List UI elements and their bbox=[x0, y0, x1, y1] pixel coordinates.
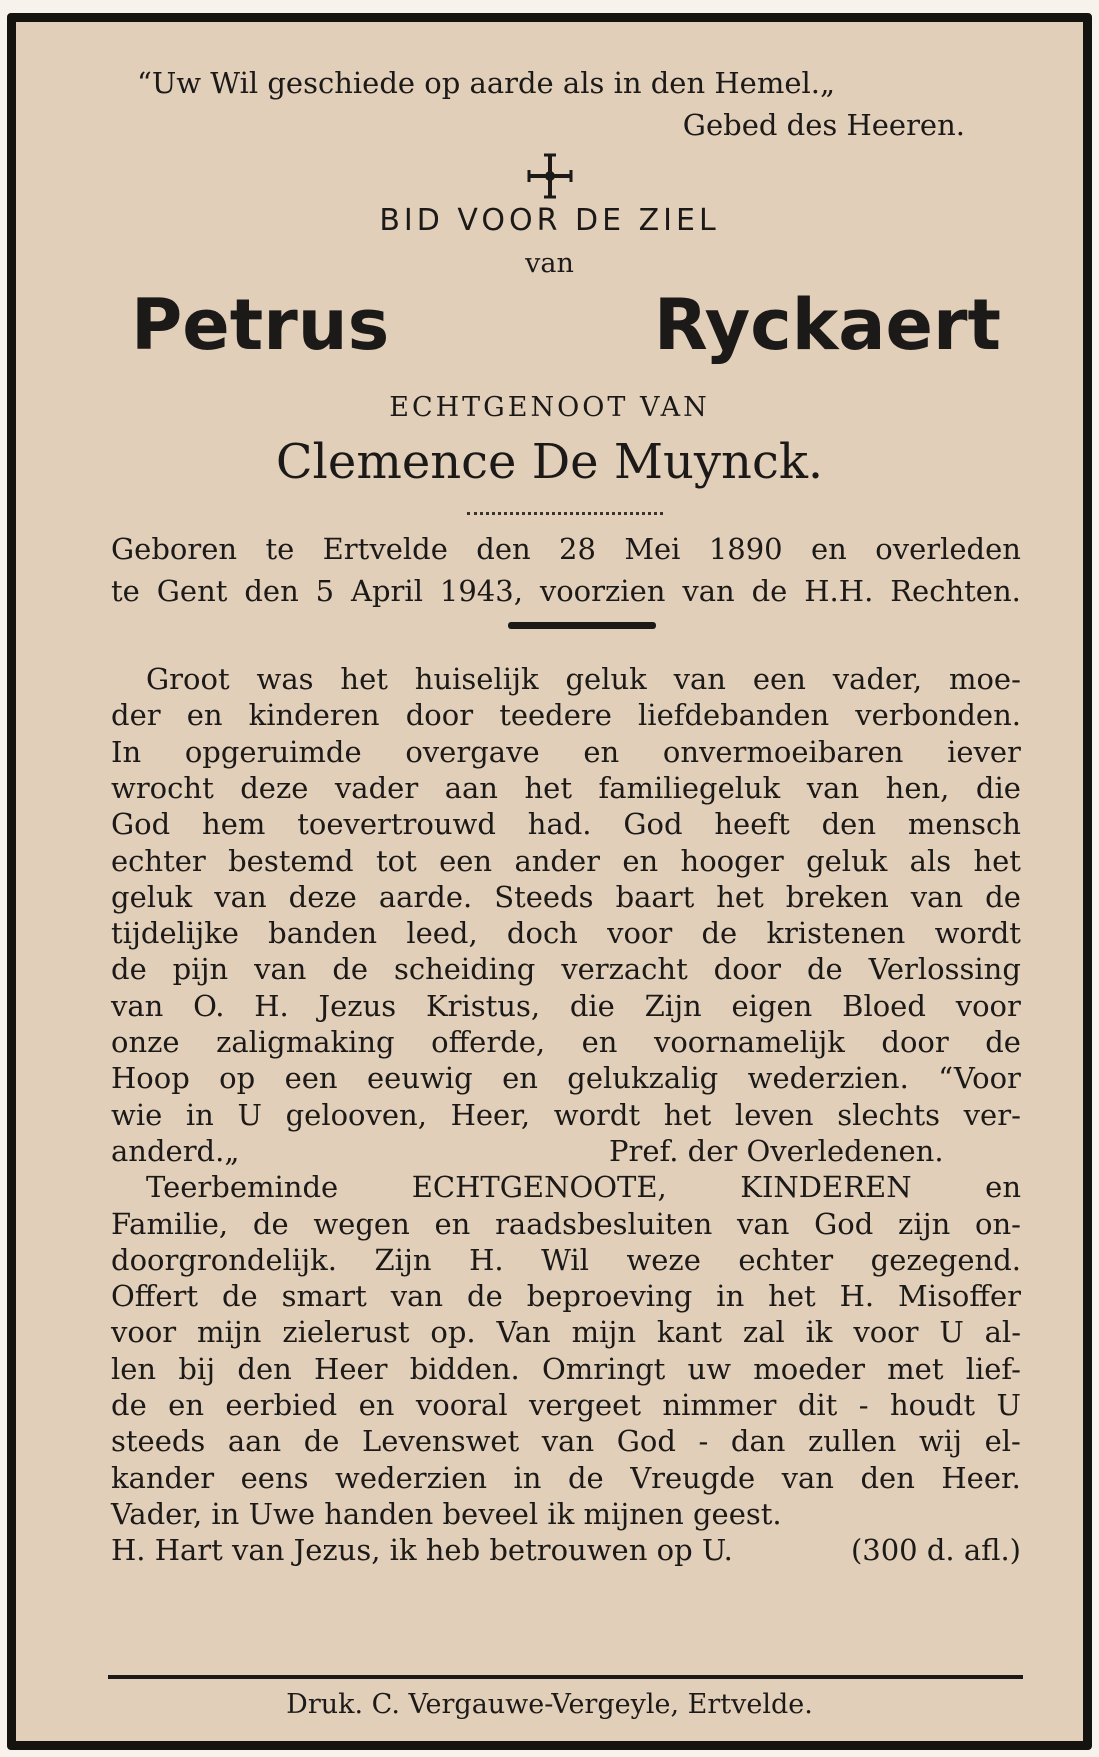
word: Petrus bbox=[131, 284, 390, 366]
word: hooger bbox=[680, 843, 784, 878]
word: en bbox=[622, 843, 659, 878]
word: Van bbox=[496, 1315, 551, 1350]
word: 1943, bbox=[439, 574, 523, 608]
word: van bbox=[111, 988, 164, 1023]
word: aarde. bbox=[378, 879, 473, 914]
spouse-name: Clemence De Muynck. bbox=[275, 434, 824, 490]
word: pijn bbox=[172, 952, 229, 987]
deceased-name bbox=[131, 284, 1001, 366]
word: deze bbox=[288, 879, 357, 914]
word: en bbox=[985, 1170, 1021, 1205]
word: wederzien bbox=[335, 1460, 487, 1495]
word: geluk bbox=[111, 879, 193, 914]
word: van bbox=[541, 1424, 595, 1459]
word: H.H. bbox=[804, 574, 874, 608]
word: mijn bbox=[571, 1315, 637, 1350]
word: te bbox=[265, 532, 295, 566]
word: ECHTGENOOTE, bbox=[411, 1170, 667, 1205]
word: door bbox=[405, 698, 474, 733]
word: - bbox=[858, 1388, 869, 1422]
body-line bbox=[111, 1243, 1021, 1277]
word: overleden bbox=[875, 532, 1021, 566]
quote-source: Gebed des Heeren. bbox=[682, 108, 965, 142]
word: mijn bbox=[197, 1315, 262, 1350]
word: iever bbox=[947, 734, 1021, 769]
word: dit bbox=[797, 1388, 838, 1422]
word: de bbox=[303, 1424, 340, 1459]
word: met bbox=[887, 1351, 944, 1386]
word: voor bbox=[111, 1315, 177, 1350]
word: de bbox=[332, 952, 369, 987]
word: in bbox=[716, 1279, 745, 1314]
body-line bbox=[111, 1279, 1021, 1313]
word: Heer, bbox=[450, 1097, 531, 1132]
word: en bbox=[168, 1388, 204, 1422]
word: den bbox=[244, 574, 299, 608]
word: Familie, bbox=[111, 1206, 229, 1241]
word: geluk bbox=[565, 662, 647, 696]
word: het bbox=[973, 843, 1021, 878]
body-line bbox=[111, 952, 1021, 986]
word: Wil bbox=[541, 1242, 589, 1277]
word: de bbox=[701, 916, 738, 951]
body-line bbox=[111, 698, 1021, 732]
word: Bloed bbox=[842, 988, 926, 1023]
word: Teerbeminde bbox=[146, 1170, 339, 1205]
word: die bbox=[569, 988, 615, 1023]
body-line bbox=[111, 1098, 1021, 1132]
word: wij bbox=[918, 1424, 963, 1459]
word: 1890 bbox=[708, 532, 783, 566]
word: en bbox=[811, 532, 847, 566]
word: breken bbox=[785, 879, 889, 914]
word: in bbox=[185, 1097, 214, 1132]
word: voorzien bbox=[539, 574, 666, 608]
word: bidden. bbox=[409, 1351, 520, 1386]
word: gelukzalig bbox=[567, 1061, 719, 1096]
word: wrocht bbox=[111, 770, 214, 805]
word: had. bbox=[527, 807, 592, 842]
word: van bbox=[390, 1279, 444, 1314]
footer-rule bbox=[108, 1675, 1023, 1679]
word: echter bbox=[738, 1242, 834, 1277]
word: deze bbox=[240, 770, 309, 805]
word: nimmer bbox=[662, 1388, 777, 1422]
word: de bbox=[111, 1388, 147, 1422]
word: was bbox=[256, 662, 314, 696]
word: God bbox=[623, 807, 683, 842]
body-line bbox=[111, 1352, 1021, 1386]
word: uw bbox=[687, 1351, 732, 1386]
word: huiselijk bbox=[414, 662, 539, 696]
word: ik bbox=[805, 1315, 833, 1350]
word: lief- bbox=[965, 1351, 1021, 1386]
word: steeds bbox=[111, 1424, 206, 1459]
word: moe- bbox=[948, 662, 1021, 696]
word: Rechten. bbox=[890, 574, 1021, 608]
word: den bbox=[476, 532, 531, 566]
word: H. bbox=[254, 988, 289, 1023]
body-line bbox=[146, 1170, 1021, 1204]
word: len bbox=[111, 1351, 157, 1386]
body-line bbox=[111, 1134, 1021, 1168]
word: ver- bbox=[963, 1097, 1021, 1132]
word: God bbox=[616, 1424, 676, 1459]
word: toevertrouwd bbox=[297, 807, 496, 842]
word: een bbox=[284, 1061, 338, 1096]
body-line bbox=[111, 1424, 1021, 1458]
body-line-end: anderd.„ bbox=[111, 1133, 240, 1168]
word: beproeving bbox=[526, 1279, 693, 1314]
word: Steeds bbox=[494, 879, 594, 914]
word: Omringt bbox=[541, 1351, 666, 1386]
word: als bbox=[909, 843, 952, 878]
word: voor bbox=[853, 1315, 919, 1350]
word: kristenen bbox=[766, 916, 906, 951]
word: O. bbox=[193, 988, 225, 1023]
word: “Voor bbox=[938, 1061, 1021, 1096]
word: God bbox=[111, 807, 171, 842]
word: U bbox=[237, 1097, 262, 1132]
word: en bbox=[186, 698, 223, 733]
word: Heer. bbox=[941, 1460, 1021, 1495]
word: zielerust bbox=[282, 1315, 410, 1350]
word: echter bbox=[111, 843, 206, 878]
body-line bbox=[111, 989, 1021, 1023]
word: het bbox=[716, 879, 764, 914]
word: voor bbox=[955, 988, 1021, 1023]
body-line bbox=[111, 1315, 1021, 1349]
word: U bbox=[996, 1388, 1021, 1422]
word: gezegend. bbox=[870, 1242, 1021, 1277]
word: aan bbox=[444, 770, 498, 805]
word: Ryckaert bbox=[653, 284, 1001, 366]
body-line bbox=[111, 1061, 1021, 1095]
quote-line: “Uw Wil geschiede op aarde als in den Hemel.„ bbox=[137, 66, 835, 100]
word: op. bbox=[430, 1315, 476, 1350]
spouse-heading: ECHTGENOOT VAN bbox=[389, 392, 710, 423]
word: heeft bbox=[714, 807, 790, 842]
word: doch bbox=[506, 916, 578, 951]
word: verzacht bbox=[561, 952, 688, 987]
word: kant bbox=[656, 1315, 723, 1350]
word: doorgrondelijk. bbox=[111, 1242, 337, 1277]
word: door bbox=[881, 1025, 949, 1059]
word: leven bbox=[734, 1097, 814, 1132]
body-line bbox=[146, 662, 1021, 696]
word: vader, bbox=[832, 662, 923, 696]
word: zaligmaking bbox=[216, 1025, 395, 1059]
word: Gent bbox=[156, 574, 228, 608]
word: Heer bbox=[314, 1351, 388, 1386]
word: dan bbox=[730, 1424, 786, 1459]
word: onze bbox=[111, 1025, 180, 1059]
final-prayer: H. Hart van Jezus, ik heb betrouwen op U. bbox=[111, 1533, 733, 1568]
word: van bbox=[214, 879, 267, 914]
word: slechts bbox=[837, 1097, 941, 1132]
word: te bbox=[111, 574, 140, 608]
death-line bbox=[111, 574, 1021, 608]
word: opgeruimde bbox=[184, 734, 362, 769]
word: en bbox=[581, 1025, 618, 1059]
body-line bbox=[111, 1025, 1021, 1059]
word: Offert bbox=[111, 1279, 199, 1314]
body-line bbox=[111, 880, 1021, 914]
body-line bbox=[111, 916, 1021, 950]
word: scheiding bbox=[393, 952, 536, 987]
word: Groot bbox=[146, 662, 230, 696]
final-prayer-line bbox=[111, 1533, 1021, 1567]
word: hem bbox=[202, 807, 266, 842]
word: leed, bbox=[406, 916, 478, 951]
word: Vreugde bbox=[630, 1460, 756, 1495]
word: H. bbox=[839, 1279, 875, 1314]
divider-bar bbox=[508, 622, 656, 629]
word: vooral bbox=[415, 1388, 508, 1422]
word: vader bbox=[334, 770, 419, 805]
word: tot bbox=[375, 843, 417, 878]
word: on- bbox=[975, 1206, 1021, 1241]
word: en bbox=[434, 1206, 471, 1241]
body-line bbox=[111, 735, 1021, 769]
word: en bbox=[583, 734, 620, 769]
word: aan bbox=[227, 1424, 282, 1459]
word: van bbox=[781, 1460, 834, 1495]
word: den bbox=[860, 1460, 915, 1495]
word: familiegeluk bbox=[598, 770, 781, 805]
word: Zijn bbox=[644, 988, 702, 1023]
word: van bbox=[910, 879, 964, 914]
word: Ertvelde bbox=[322, 532, 448, 566]
body-line bbox=[111, 1207, 1021, 1241]
word: liefdebanden bbox=[638, 698, 830, 733]
word: voornamelijk bbox=[653, 1025, 845, 1059]
word: wordt bbox=[934, 916, 1021, 951]
word: de bbox=[985, 879, 1021, 914]
word: Zijn bbox=[374, 1242, 432, 1277]
word: een bbox=[439, 843, 493, 878]
word: Verlossing bbox=[868, 952, 1021, 987]
word: offerde, bbox=[431, 1025, 546, 1059]
word: de bbox=[567, 1460, 604, 1495]
word: smart bbox=[281, 1279, 367, 1314]
word: moeder bbox=[753, 1351, 865, 1386]
word: wederzien. bbox=[747, 1061, 909, 1096]
word: Jezus bbox=[318, 988, 397, 1023]
body-line: Vader, in Uwe handen beveel ik mijnen geest. bbox=[111, 1496, 782, 1531]
word: de bbox=[221, 1279, 258, 1314]
word: zal bbox=[742, 1315, 785, 1350]
word: kinderen bbox=[248, 698, 380, 733]
word: de bbox=[252, 1206, 289, 1241]
word: eeuwig bbox=[367, 1061, 473, 1096]
word: en bbox=[502, 1061, 538, 1096]
van-label: van bbox=[525, 248, 574, 279]
word: al- bbox=[984, 1315, 1021, 1350]
word: de bbox=[806, 952, 843, 987]
word: van bbox=[806, 770, 860, 805]
word: het bbox=[524, 770, 572, 805]
word: eigen bbox=[731, 988, 813, 1023]
word: Geboren bbox=[111, 532, 238, 566]
word: een bbox=[752, 662, 806, 696]
word: verbonden. bbox=[855, 698, 1021, 733]
word: Levenswet bbox=[362, 1424, 520, 1459]
word: eens bbox=[240, 1460, 309, 1495]
word: wegen bbox=[313, 1206, 410, 1241]
word: raadsbesluiten bbox=[495, 1206, 713, 1241]
word: Mei bbox=[624, 532, 681, 566]
word: vergeet bbox=[529, 1388, 641, 1422]
word: van bbox=[682, 574, 735, 608]
word: de bbox=[467, 1279, 503, 1314]
word: op bbox=[219, 1061, 256, 1096]
word: in bbox=[513, 1460, 542, 1495]
word: weze bbox=[626, 1242, 701, 1277]
body-line bbox=[111, 844, 1021, 878]
word: hen, bbox=[885, 770, 950, 805]
word: voor bbox=[607, 916, 673, 951]
word: el- bbox=[984, 1424, 1021, 1459]
word: Hoop bbox=[111, 1061, 190, 1096]
word: 28 bbox=[559, 532, 596, 566]
word: door bbox=[713, 952, 782, 987]
word: van bbox=[737, 1206, 790, 1241]
word: In bbox=[111, 734, 142, 769]
word: gelooven, bbox=[285, 1097, 427, 1132]
word: de bbox=[111, 952, 147, 987]
indulgence-note: (300 d. afl.) bbox=[850, 1533, 1021, 1568]
word: het bbox=[768, 1279, 816, 1314]
word: tijdelijke bbox=[111, 916, 239, 951]
body-line bbox=[111, 771, 1021, 805]
word: mensch bbox=[907, 807, 1021, 842]
word: onvermoeibaren bbox=[662, 734, 904, 769]
word: houdt bbox=[889, 1388, 976, 1422]
printer-credit: Druk. C. Vergauwe-Vergeyle, Ertvelde. bbox=[286, 1689, 813, 1720]
word: de bbox=[985, 1025, 1021, 1059]
word: de bbox=[751, 574, 788, 608]
dotted-divider bbox=[467, 512, 663, 515]
cross-icon bbox=[527, 153, 573, 199]
word: die bbox=[975, 770, 1021, 805]
word: KINDEREN bbox=[740, 1170, 912, 1205]
word: en bbox=[358, 1388, 395, 1422]
word: het bbox=[663, 1097, 712, 1132]
word: - bbox=[698, 1424, 709, 1459]
word: geluk bbox=[806, 843, 888, 878]
word: Kristus, bbox=[425, 988, 541, 1023]
birth-line bbox=[111, 532, 1021, 566]
word: God bbox=[814, 1206, 874, 1241]
word: kander bbox=[111, 1460, 215, 1495]
word: banden bbox=[268, 916, 378, 951]
word: van bbox=[254, 952, 307, 987]
word: zijn bbox=[898, 1206, 951, 1241]
body-line bbox=[111, 807, 1021, 841]
memorial-card bbox=[7, 13, 1092, 1750]
word: van bbox=[673, 662, 726, 696]
word: teedere bbox=[499, 698, 612, 733]
word: het bbox=[340, 662, 388, 696]
word: H. bbox=[469, 1242, 504, 1277]
word: der bbox=[111, 698, 161, 733]
word: bestemd bbox=[228, 843, 354, 878]
word: eerbied bbox=[225, 1388, 338, 1422]
word: wie bbox=[111, 1097, 163, 1132]
word: den bbox=[821, 807, 876, 842]
word: April bbox=[351, 574, 423, 608]
word: bij bbox=[178, 1351, 216, 1386]
word: overgave bbox=[405, 734, 540, 769]
body-line bbox=[111, 1461, 1021, 1495]
word: baart bbox=[615, 879, 695, 914]
word: zullen bbox=[808, 1424, 897, 1459]
word: ander bbox=[514, 843, 600, 878]
word: U bbox=[939, 1315, 964, 1350]
prayer-heading: BID VOOR DE ZIEL bbox=[379, 203, 720, 238]
body-line bbox=[111, 1388, 1021, 1422]
word: Misoffer bbox=[898, 1279, 1021, 1314]
word: den bbox=[237, 1351, 292, 1386]
citation-source: Pref. der Overledenen. bbox=[609, 1133, 944, 1168]
word: 5 bbox=[315, 574, 335, 608]
word: wordt bbox=[553, 1097, 641, 1132]
